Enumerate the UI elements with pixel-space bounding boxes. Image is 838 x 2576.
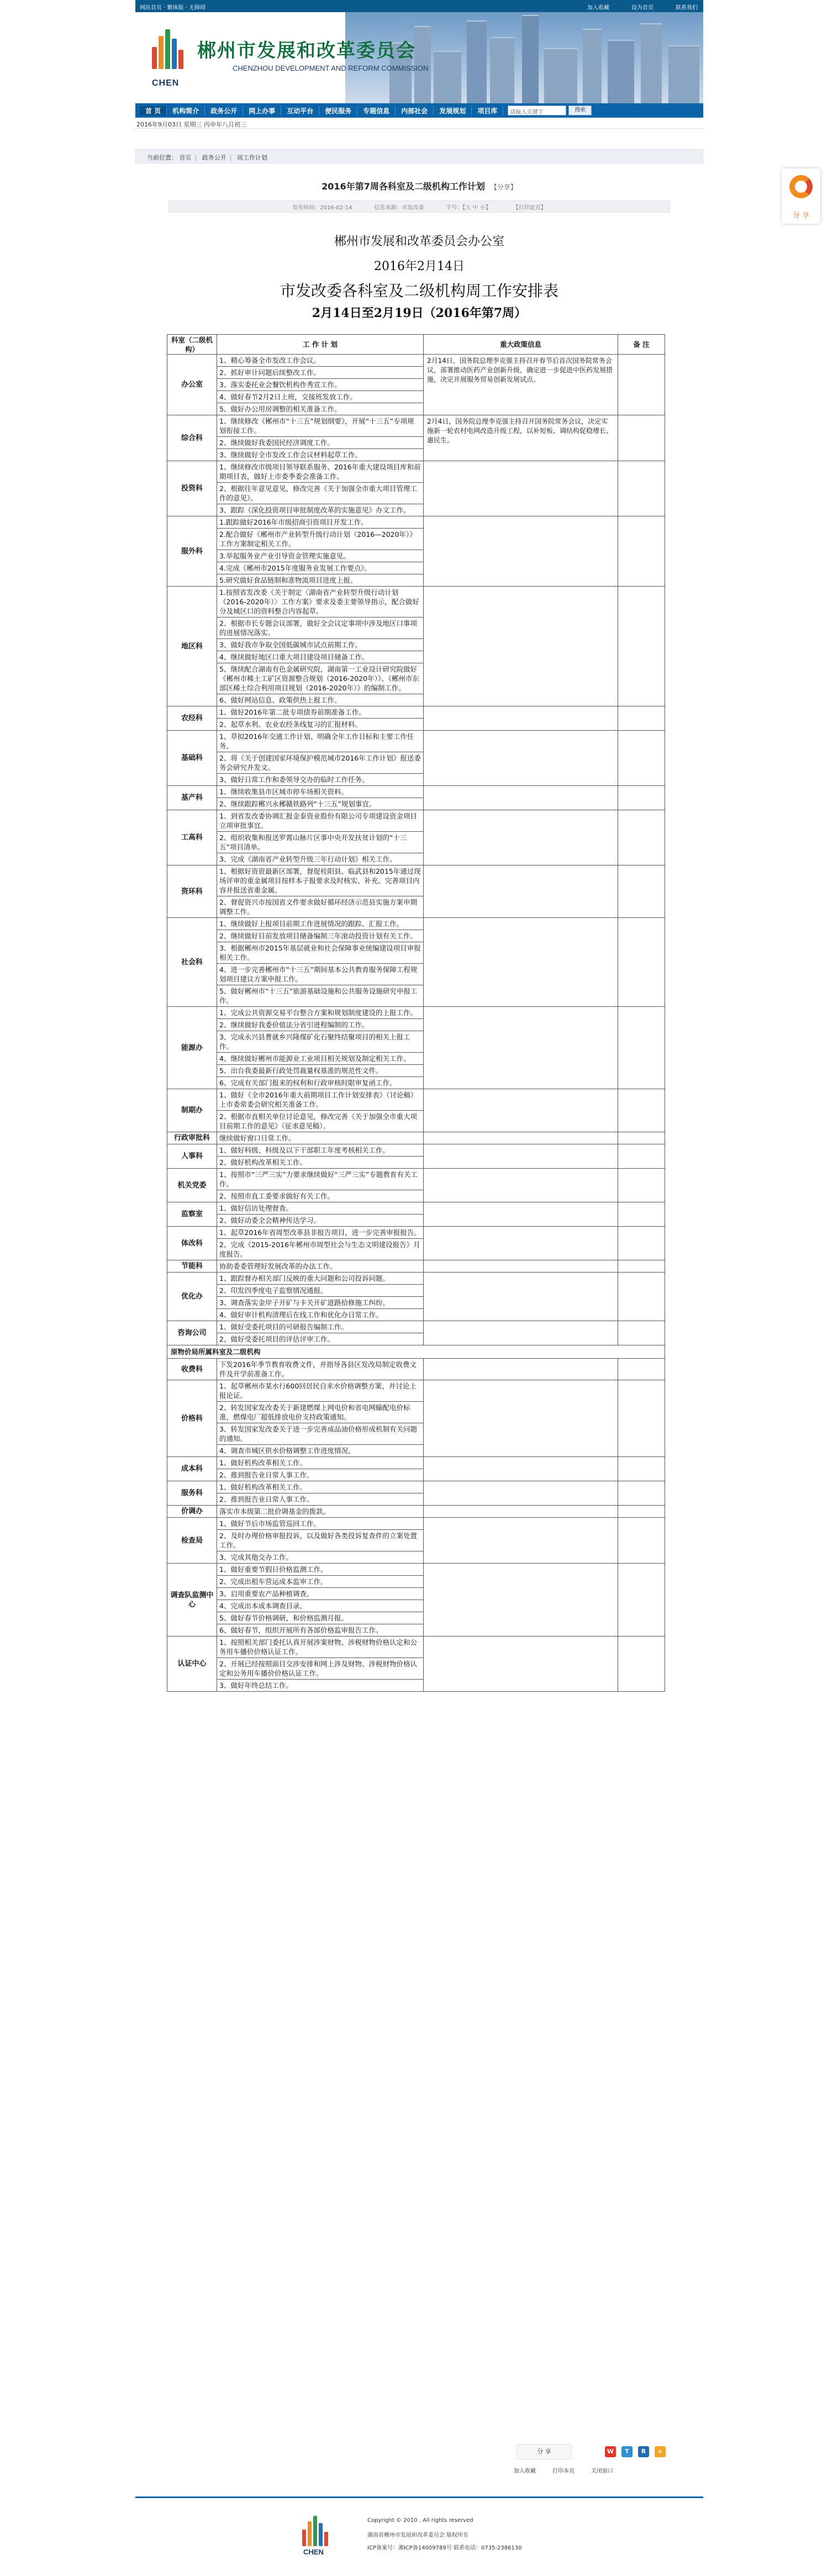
remark-cell [618, 1380, 665, 1457]
task-cell: 2、继续做好目前发放项目储备编制三年滚动投资计划有关工作。 [217, 930, 424, 942]
task-cell: 3、启用重要农产品种植调查。 [217, 1588, 424, 1600]
table-row [167, 810, 665, 832]
task-cell: 1、到省发改委协调汇报金泰资业股份有限公司专项建设资金项目立项审批事宜。 [217, 810, 424, 832]
footer-org: 湖南省郴州市发展和改革委员会 版权所有 [367, 2532, 469, 2538]
task-cell: 3、继续做好全市发改工作会议材料起草工作。 [217, 449, 424, 461]
page-actions [514, 2466, 674, 2474]
table-row [167, 918, 665, 930]
remark-cell [618, 1202, 665, 1227]
task-cell: 1、做好机构改革相关工作。 [217, 1457, 424, 1469]
table-row [167, 1007, 665, 1019]
task-cell: 4、继续做好地区口重大项目建设项目储备工作。 [217, 651, 424, 663]
policy-cell [424, 1089, 618, 1132]
task-cell: 2、继续跟踪郴兴永郴赣铁路列“十三五”规划事宜。 [217, 798, 424, 810]
table-row [167, 1227, 665, 1239]
dept-cell: 农经科 [167, 706, 217, 731]
task-cell: 4、做好春节2月2日上班，交接班发放工作。 [217, 391, 424, 403]
policy-cell [424, 810, 618, 865]
site-title: 郴州市发展和改革委员会 [197, 40, 416, 62]
task-cell: 1、做好2016年第二批专项债券前期准备工作。 [217, 706, 424, 719]
dept-cell: 基础科 [167, 731, 217, 786]
nav-planning[interactable]: 发展规划 [434, 106, 472, 115]
table-row [167, 1089, 665, 1111]
task-cell: 2、将《关于创建国家环境保护模范城市2016年工作计划》报送委务会研究并发文。 [217, 752, 424, 774]
table-row [167, 1506, 665, 1518]
policy-cell [424, 1457, 618, 1481]
dept-cell: 制期办 [167, 1089, 217, 1132]
policy-cell [424, 1007, 618, 1089]
task-cell: 2、开展已经按照面目交涉安排和网上涉及财物、涉税财物价格认定和公务用车播价价格认证工作。 [217, 1658, 424, 1680]
task-cell: 2、转发国家发改委关于新建燃煤上网电价和省电网输配电价标准，燃煤电厂超低排放电价支持政策通知。 [217, 1402, 424, 1423]
policy-cell [424, 1380, 618, 1457]
share-badge-label: 分 享 [792, 212, 810, 220]
dept-cell: 咨询公司 [167, 1321, 217, 1345]
table-row [167, 706, 665, 719]
policy-cell [424, 1260, 618, 1273]
task-cell: 2、继续做好我委价值法分省引进程编制的工作。 [217, 1019, 424, 1031]
policy-cell [424, 1481, 618, 1506]
remark-cell [618, 865, 665, 918]
table-header-row [167, 335, 665, 355]
task-cell: 2、完成《2015-2016年郴州市周型社会与生态文明建设报告》月度报告。 [217, 1239, 424, 1260]
task-cell: 5.研究做好食品链制和准物流项目进度上报。 [217, 574, 424, 587]
task-cell: 3、完成其他交办工作。 [217, 1551, 424, 1564]
tencent-icon[interactable]: T [621, 2446, 633, 2457]
table-row [167, 1359, 665, 1380]
task-cell: 1、完成公共资源交易平台整合方案和规划制度建设的上报工作。 [217, 1007, 424, 1019]
info-source: 信息来源：市发改委 [374, 204, 424, 211]
dept-cell: 地区科 [167, 587, 217, 706]
main-nav [135, 103, 703, 118]
doc-date: 2016年2月14日 [374, 260, 465, 273]
share-float-badge[interactable] [782, 168, 820, 224]
dept-cell: 工高科 [167, 810, 217, 865]
task-cell: 6、做好春节，组织开展所有各部价格监审报告工作。 [217, 1624, 424, 1637]
policy-cell [424, 1227, 618, 1260]
task-cell: 1、做好重要节假日价格监测工作。 [217, 1564, 424, 1576]
weibo-icon[interactable]: W [605, 2446, 616, 2457]
remark-cell [618, 1089, 665, 1132]
publish-time: 发布时间：2016-02-14 [292, 204, 352, 211]
dept-cell: 成本科 [167, 1457, 217, 1481]
table-row [167, 1260, 665, 1273]
remark-cell [618, 1518, 665, 1564]
dept-cell: 收费科 [167, 1359, 217, 1380]
task-cell: 3、转发国家发改委关于进一步完善成品油价格形成机制有关问题的通知。 [217, 1423, 424, 1445]
task-cell: 1、做好《全市2016年重大前期项目工作计划安排表》（讨论稿）上市委常委会研究相关准备工作。 [217, 1089, 424, 1111]
remark-cell [618, 786, 665, 810]
dept-cell: 能源办 [167, 1007, 217, 1089]
site-subtitle: CHENZHOU DEVELOPMENT AND REFORM COMMISSION [233, 64, 429, 72]
set-homepage-link[interactable]: 设为首页 [631, 5, 653, 11]
task-cell: 2、做好动委全会精神传达学习。 [217, 1215, 424, 1227]
task-cell: 2、根据市长专题会议部署，做好全会议定事项中涉及地区口事项的进展情况落实。 [217, 617, 424, 639]
task-cell: 2、按照市直工委要求做好有关工作。 [217, 1190, 424, 1202]
policy-cell: 2月4日，国务院总理李克强主持召开国务院常务会议，决定实施新一轮农村电网改造升级工程，以补短板、调结构促稳增长、惠民生。 [424, 415, 618, 461]
policy-cell [424, 1637, 618, 1692]
breadcrumb-label: 当前位置： [147, 154, 177, 161]
table-row [167, 786, 665, 798]
nav-home[interactable]: 首 页 [140, 106, 167, 115]
task-cell: 1、按照相关部门委托认真开展涉案财物、涉税财物价格认定和公务用车播价价格认证工作。 [217, 1637, 424, 1658]
table-row [167, 516, 665, 529]
remark-cell [618, 1132, 665, 1144]
task-cell: 1、做好受委托项目的可研报告编制工作。 [217, 1321, 424, 1333]
remark-cell [618, 516, 665, 587]
policy-cell [424, 1169, 618, 1202]
top-bar-right-links [587, 3, 698, 11]
dept-cell: 调查队监测中心 [167, 1564, 217, 1637]
table-row [167, 415, 665, 437]
task-cell: 3、落实委托业会餐饮机构作秀宣工作。 [217, 379, 424, 391]
col-policy: 重大政策信息 [424, 335, 618, 355]
header-banner [135, 12, 703, 103]
table-row [167, 1457, 665, 1469]
policy-cell [424, 1273, 618, 1321]
task-cell: 3.举起服务业产业引导资金管理实施意见。 [217, 550, 424, 562]
doc-issuer: 郴州市发展和改革委员会办公室 [334, 235, 504, 249]
task-cell: 1、做好科级、科级及以下干部职工年度考核相关工作。 [217, 1144, 424, 1157]
task-cell: 6、做好网站信息、政策供热上报工作。 [217, 694, 424, 706]
table-row [167, 1564, 665, 1576]
remark-cell [618, 1564, 665, 1637]
policy-cell [424, 731, 618, 786]
dept-cell: 服外科 [167, 516, 217, 587]
remark-cell [618, 731, 665, 786]
share-tag[interactable]: 【分享】 [490, 183, 517, 191]
task-cell: 2、推到报告业日常人事工作。 [217, 1469, 424, 1481]
dept-cell: 价调办 [167, 1506, 217, 1518]
dept-cell: 监察室 [167, 1202, 217, 1227]
search-input[interactable]: 请输入关键字 [508, 105, 566, 115]
remark-cell [618, 587, 665, 706]
nav-gov-info[interactable]: 政务公开 [205, 106, 243, 115]
table-row [167, 1144, 665, 1157]
table-row [167, 1273, 665, 1285]
remark-cell [618, 461, 665, 516]
policy-cell [424, 706, 618, 731]
table-row [167, 355, 665, 367]
task-cell: 1、精心筹备全市发改工作会议。 [217, 355, 424, 367]
policy-cell [424, 1202, 618, 1227]
task-cell: 继续做好窗口日常工作。 [217, 1132, 424, 1144]
policy-cell [424, 1132, 618, 1144]
section-row [167, 1345, 665, 1359]
policy-cell [424, 786, 618, 810]
close-window-action[interactable]: 关闭窗口 [591, 2468, 613, 2474]
dept-cell: 服务科 [167, 1481, 217, 1506]
task-cell: 1、继续收集县市区城市停车场相关资料。 [217, 786, 424, 798]
policy-cell [424, 1359, 618, 1380]
task-cell: 1、起草郴州市某水行600回居民自来水价格调整方案，并讨论上报论证。 [217, 1380, 424, 1402]
breadcrumb-gov-info[interactable]: 政务公开 [202, 154, 226, 161]
policy-cell [424, 865, 618, 918]
dept-cell: 优化办 [167, 1273, 217, 1321]
remark-cell [618, 1260, 665, 1273]
policy-cell [424, 1506, 618, 1518]
task-cell: 1、继续修改《郴州市“十三五”规划纲要》，开展“十三五”专项规划衔接工作。 [217, 415, 424, 437]
dept-cell: 人事科 [167, 1144, 217, 1169]
doc-period: 2月14日至2月19日（2016年第7周） [312, 306, 527, 320]
footer-logo-icon [301, 2515, 340, 2556]
dept-cell: 节能科 [167, 1260, 217, 1273]
remark-cell [618, 706, 665, 731]
dept-cell: 投资科 [167, 461, 217, 516]
task-cell: 1.按照省发改委《关于制定〈湖南省产业转型升级行动计划（2016-2020年）〉工作方案》要求及委主要领导指示，配合做好分及城区口的资料整合内容起草。 [217, 587, 424, 617]
remark-cell [618, 1144, 665, 1169]
task-cell: 5、继续配合湖南有色金属研究院，湖南第一工业设计研究院做好《郴州市稀土工矿区资源整合规划（2016-2020年）》、《郴州市东部区稀土综合利用项目规划（2016-2020年）》的编制工作。 [217, 663, 424, 694]
task-cell: 2、起草水利、农业农经条线复习的汇报材料。 [217, 719, 424, 731]
dept-cell: 体改科 [167, 1227, 217, 1260]
search-button[interactable]: 搜索 [568, 105, 592, 115]
table-row [167, 1380, 665, 1402]
table-row [167, 1637, 665, 1658]
remark-cell [618, 918, 665, 1007]
dept-cell: 综合科 [167, 415, 217, 461]
task-cell: 4、完成出本成本调查目录。 [217, 1600, 424, 1612]
col-plan: 工 作 计 划 [217, 335, 424, 355]
task-cell: 2、根据市直相关单位讨论意见，修改完善《关于加强全市重大项目前期工作的意见》（征求意见稿）。 [217, 1111, 424, 1132]
task-cell: 3、完成永兴县曹就乡兴隆煤矿化石聚终结聚项目的相关上报工作。 [217, 1031, 424, 1053]
nav-interaction[interactable]: 互动平台 [281, 106, 319, 115]
print-link[interactable]: 【打印此页】 [513, 204, 546, 211]
task-cell: 2、印发四季度电子监察情况通报。 [217, 1285, 424, 1297]
task-cell: 下发2016年季节教育收费文件，并指导各县区发改局制定收费文件及开学前准备工作。 [217, 1359, 424, 1380]
breadcrumb-home[interactable]: 首页 [179, 154, 192, 161]
nav-public-service[interactable]: 便民服务 [319, 106, 357, 115]
policy-cell [424, 1144, 618, 1169]
table-row [167, 587, 665, 617]
dept-cell: 社会科 [167, 918, 217, 1007]
task-cell: 落实市本级第二批价调基金的拨款。 [217, 1506, 424, 1518]
logo-text: CHEN [152, 78, 180, 88]
schedule-table [167, 334, 665, 1692]
task-cell: 2.配合做好《郴州市产业转型升级行动计划（2016—2020年）》工作方案制定相关工作。 [217, 529, 424, 550]
policy-cell [424, 918, 618, 1007]
table-row [167, 1321, 665, 1333]
top-bar [135, 0, 703, 12]
task-cell: 3、调查落实金岸子开矿与卡关开矿道路拾修施工纠纷。 [217, 1297, 424, 1309]
task-cell: 2、继续做好我委国民经济调度工作。 [217, 437, 424, 449]
renren-icon[interactable]: R [638, 2446, 649, 2457]
breadcrumb: 当前位置： 首页 | 政务公开 | 周工作计划 [135, 149, 703, 163]
task-cell: 6、完成有关部门报来的权利和行政审核时限审复函工作。 [217, 1077, 424, 1089]
task-cell: 4、做好审计机构清理后在线工作和优化办日常工作。 [217, 1309, 424, 1321]
task-cell: 5、做好办公用房调整的相关准备工作。 [217, 403, 424, 415]
task-cell: 3、跟踪《深化投资项目审批制度改革的实施意见》办文工作。 [217, 504, 424, 516]
task-cell: 1、按照市“三严三实”力要求继续做好“三严三实”专题教育有关工作。 [217, 1169, 424, 1190]
contact-link[interactable]: 联系我们 [676, 5, 698, 11]
remark-cell [618, 415, 665, 461]
task-cell: 5、做好郴州市“十三五”旅游基础设施和公共服务设施研究申报工作。 [217, 985, 424, 1007]
task-cell: 4、继续做好郴州市能源业工业项目相关规划及制定相关工作。 [217, 1053, 424, 1065]
task-cell: 1、起草2016年省周型改革县非报告项目，进一步完善审报报告。 [217, 1227, 424, 1239]
add-favorite-action[interactable]: 加入收藏 [514, 2468, 536, 2474]
dept-cell: 机关党委 [167, 1169, 217, 1202]
task-cell: 4、调查市城区供水价格调整工作进度情况。 [217, 1445, 424, 1457]
task-cell: 2、完成出租车营运成本监审工作。 [217, 1576, 424, 1588]
table-row [167, 1202, 665, 1215]
policy-cell [424, 1564, 618, 1637]
remark-cell [618, 1227, 665, 1260]
footer-contact: ICP备案号：湘ICP备14009789号 联系电话：0735-2386130 [367, 2545, 522, 2551]
task-cell: 2、做好机构改革相关工作。 [217, 1157, 424, 1169]
dept-cell: 基产科 [167, 786, 217, 810]
share-logo-icon [789, 175, 813, 198]
dept-cell: 行政审批科 [167, 1132, 217, 1144]
dept-cell: 认证中心 [167, 1637, 217, 1692]
table-row [167, 1132, 665, 1144]
share-button[interactable]: 分 享 [516, 2444, 572, 2459]
table-row [167, 461, 665, 483]
task-cell: 1、做好信访处理督查。 [217, 1202, 424, 1215]
table-row [167, 1169, 665, 1190]
footer-copyright: Copyright © 2010 . All rights reserved [367, 2517, 473, 2524]
task-cell: 协助委委管理好发展改革的办法工作。 [217, 1260, 424, 1273]
policy-cell [424, 587, 618, 706]
task-cell: 5、做好春节价格调研，和价格监测月报。 [217, 1612, 424, 1624]
task-cell: 1、跟踪督办相关部门反映的重大问题和公司投诉问题。 [217, 1273, 424, 1285]
task-cell: 3、做好年终总结工作。 [217, 1680, 424, 1692]
remark-cell [618, 1321, 665, 1345]
font-size-switch[interactable]: 字号：【大 中 小】 [446, 204, 491, 211]
remark-cell [618, 1457, 665, 1481]
logo-icon [152, 29, 191, 81]
remark-cell [618, 355, 665, 415]
task-cell: 2、抓好审计问题后续整改工作。 [217, 367, 424, 379]
col-remark: 备 注 [618, 335, 665, 355]
policy-cell [424, 461, 618, 516]
task-cell: 1、继续做好上报项目前期工作进展情况的跟踪、汇报工作。 [217, 918, 424, 930]
article-title-text: 2016年第7周各科室及二级机构工作计划 [322, 181, 485, 192]
policy-cell [424, 1321, 618, 1345]
task-cell: 2、及时办理价格审报投诉，以及做好各类投诉复查件的立案处置工作。 [217, 1530, 424, 1551]
remark-cell [618, 1359, 665, 1380]
nav-online-service[interactable]: 网上办事 [243, 106, 281, 115]
task-cell: 1、做好节后市场监管巡回工作。 [217, 1518, 424, 1530]
print-action[interactable]: 打印本页 [552, 2468, 575, 2474]
task-cell: 2、督促资兴市按国省文件要求做好循环经济示范县实施方案申期调整工作。 [217, 896, 424, 918]
add-favorite-link[interactable]: 加入收藏 [587, 5, 609, 11]
table-row [167, 1481, 665, 1493]
more-share-icon[interactable]: + [655, 2446, 666, 2457]
remark-cell [618, 1007, 665, 1089]
col-dept: 科室（二级机构） [167, 335, 217, 355]
date-line: 2016年9月03日 星期三 丙申年八月初三 [135, 118, 703, 129]
table-row [167, 1518, 665, 1530]
task-cell: 1、做好机构改革相关工作。 [217, 1481, 424, 1493]
article-meta [168, 200, 670, 213]
remark-cell [618, 1481, 665, 1506]
task-cell: 1、草拟2016年交通工作计划、明确全年工作目标和主要工作任务。 [217, 731, 424, 752]
nav-about[interactable]: 机构简介 [167, 106, 205, 115]
task-cell: 1.跟踪做好2016年市级招商引资项目开发工作。 [217, 516, 424, 529]
policy-cell [424, 1518, 618, 1564]
section-heading: 原物价局所属科室及二级机构 [167, 1345, 665, 1359]
dept-cell: 资环科 [167, 865, 217, 918]
nav-projects[interactable]: 项目库 [472, 106, 503, 115]
nav-society[interactable]: 内部社会 [396, 106, 434, 115]
policy-cell [424, 516, 618, 587]
task-cell: 2、组织收集和报送罗霄山脉片区事中央开发扶贫计划的“十三五”项目清单。 [217, 832, 424, 853]
breadcrumb-weekly-plan[interactable]: 周工作计划 [236, 154, 267, 161]
task-cell: 4、进一步完善郴州市“十三五”期间基本公共教育服务保障工程规划项目建议方案申报工作。 [217, 964, 424, 985]
remark-cell [618, 1273, 665, 1321]
table-row [167, 731, 665, 752]
task-cell: 5、出台我委最新行政处罚裁量权基准的规范性文件。 [217, 1065, 424, 1077]
doc-heading: 市发改委各科室及二级机构周工作安排表 [280, 282, 558, 300]
footer [135, 2496, 703, 2576]
dept-cell: 办公室 [167, 355, 217, 415]
task-cell: 1、继续修改市级项目领导联系服务、2016年重大建设项目库和前期项目表，做好上市委季委会准备工作。 [217, 461, 424, 483]
task-cell: 3、做好我市争取全国低碳城市试点前期工作。 [217, 639, 424, 651]
nav-topics[interactable]: 专题信息 [357, 106, 396, 115]
task-cell: 1、根据好资资最新区部署，督促桂阳县、临武县和2015年通过现场评审的重金属项目按样本子报要求及时核实、补充、完善项目内容并报送省重金属。 [217, 865, 424, 896]
task-cell: 2、根据往年意见意见，修改完善《关于加强全市重大项目管理工作的意见》。 [217, 483, 424, 504]
task-cell: 2、做好受委托项目的评估评审工作。 [217, 1333, 424, 1345]
dept-cell: 价格科 [167, 1380, 217, 1457]
remark-cell [618, 1637, 665, 1692]
task-cell: 3、根据郴州市2015年基层就业和社会保障事业统编建设项目审报相关工作。 [217, 942, 424, 964]
remark-cell [618, 810, 665, 865]
task-cell: 3、做好日常工作和委领导交办的临时工作任务。 [217, 774, 424, 786]
policy-cell: 2月14日，国务院总理李克强主持召开春节后首次国务院常务会议，部署推动医药产业创新升级，确定进一步促进中医药发展措施，决定开展服务贸易创新发展试点。 [424, 355, 618, 415]
footer-logo-text: CHEN [303, 2548, 324, 2556]
task-cell: 3、完成《湖南省产业转型升级三年行动计划》相关工作。 [217, 853, 424, 865]
top-bar-left-links[interactable]: 网站首页 · 繁体版 · 无障碍 [140, 5, 206, 11]
table-row [167, 865, 665, 896]
remark-cell [618, 1506, 665, 1518]
article-title [168, 180, 670, 192]
remark-cell [618, 1169, 665, 1202]
dept-cell: 检查局 [167, 1518, 217, 1564]
task-cell: 2、推到报告业日常人事工作。 [217, 1493, 424, 1506]
share-bar [516, 2444, 666, 2461]
task-cell: 4.完成《郴州市2015年度服务业发展工作要点》。 [217, 562, 424, 574]
